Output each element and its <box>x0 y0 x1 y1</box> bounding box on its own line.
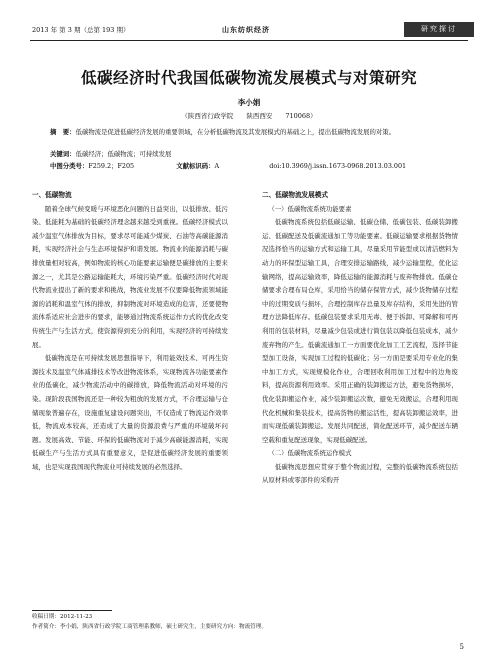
page-number: 5 <box>459 643 464 651</box>
author-affiliation: （陕西省行政学院 陕西西安 710068） <box>181 112 317 120</box>
clc-label: 中图分类号： <box>50 162 89 170</box>
section-tag: 研究探讨 <box>404 22 474 37</box>
abstract-label: 摘 要： <box>50 128 76 136</box>
classification-line <box>50 161 450 171</box>
abstract <box>50 127 450 137</box>
running-header <box>24 22 474 38</box>
section-heading-1: 一、低碳物流 <box>32 191 72 199</box>
paper-title: 低碳经济时代我国低碳物流发展模式与对策研究 <box>80 69 417 87</box>
section-heading-2: 二、低碳物流发展模式 <box>262 191 328 199</box>
journal-name: 山东纺织经济 <box>222 25 270 34</box>
keywords-label: 关键词： <box>50 150 76 158</box>
issue-info: 2013 年 第 3 期（总第 193 期） <box>32 26 130 34</box>
right-column <box>262 189 458 488</box>
doc-code-label: 文献标识码： <box>176 162 215 170</box>
header-rule <box>30 40 468 41</box>
left-column <box>32 189 228 474</box>
received-date: 收稿日期：2012-11-23 <box>32 614 93 620</box>
paragraph: 低碳物流系统包括低碳运输、低碳仓储、低碳包装、低碳装卸搬运、低碳配送及低碳流通加工等功能要素。低碳运输要求根据货物情况选择恰当的运输方式和运输工具，尽量采用节能型或以清洁燃料为动力的环保型运输工具，合理安排运输路线，减少运输里程，优化运输网络，提高运输效率，降低运输的能源消耗与废弃物排放。低碳仓储要求合理布局仓库，采用恰当的储存保管方式，减少货物储存过程中的过期变质与损坏，合理控制库存总量及库存结构，采用先进的管理方法降低库存。低碳包装要求采用无毒、便于拆卸、可降解和可再利用的包装材料，尽量减少包装或进行简包装以降低包装成本，减少废弃物的产生。低碳流通加工一方面要优化加工工艺流程，选择节能型加工设备，实现加工过程的低碳化；另一方面是要采用专业化的集中加工方式，实现规模化作业，合理回收利用加工过程中的边角废料，提高资源利用效率。采用正确的装卸搬运方法，避免货物损坏，优化装卸搬运作业，减少装卸搬运次数，避免无效搬运，合理利用现代化机械和集装技术，提高货物的搬运活性，提高装卸搬运效率，进而实现低碳装卸搬运。发展共同配送，简化配送环节，减少配送车辆空载和重复配送现象，实现低碳配送。 <box>262 218 458 444</box>
doc-code: A <box>214 162 220 170</box>
keywords <box>50 149 450 159</box>
footnote-rule <box>32 610 112 611</box>
keywords-text: 低碳经济；低碳物流；可持续发展 <box>75 150 172 158</box>
clc-code: F259.2；F205 <box>88 162 135 170</box>
author-name: 李小娟 <box>237 98 261 107</box>
subsection-heading-2: （二）低碳物流系统运作模式 <box>268 449 352 458</box>
paragraph: 低碳物流思想应贯穿于整个物流过程，完整的低碳物流系统包括从原材料或零部件的采购开 <box>262 462 458 485</box>
paragraph: 随着全球气候变暖与环境恶化问题的日益突出，以低排放、低污染、低能耗为基础的低碳经济理念越来越受到重视。低碳经济模式以减少温室气体排放为目标，要求尽可能减少煤炭、石油等高碳能源消耗，实现经济社会与生态环境保护和谐发展。物流业的能源消耗与碳排放量相对较高，例如物流的核心功能要素运输便是碳排放的主要来源之一，尤其是公路运输能耗大，环境污染严重。低碳经济时代对现代物流业提出了新的要求和挑战，物流业发展不仅要降低物流领域能源的消耗和温室气体的排放，抑制物流对环境造成的危害，还要使物流体系适应社会进步的要求，能够通过物流系统运作方式的优化改变传统生产与生活方式，使资源得到充分的利用，实现经济的可持续发展。 <box>32 204 228 349</box>
abstract-text: 低碳物流是促进低碳经济发展的重要领域，在分析低碳物流及其发展模式的基础之上，提出低碳物流发展的对策。 <box>75 128 396 136</box>
doi: doi:10.3969/j.issn.1673-0968.2013.03.001 <box>269 162 407 170</box>
paragraph: 低碳物流是在可持续发展思想指导下，利用能效技术、可再生资源技术及温室气体减排技术等改进物流体系，实现物流各功能要素作业的低碳化，减少物流活动中的碳排放，降低物流活动对环境的污染。现阶段我国物流还是一种较为粗放的发展方式，不合理运输与仓储现象普遍存在，设施重复建设问题突出，不仅造成了物流运作效率低，物流成本较高，还造成了大量的资源浪费与严重的环境破坏问题。发展高效、节能、环保的低碳物流对于减少高碳能源消耗，实现低碳生产与生活方式具有重要意义，是促进低碳经济发展的重要领域，也是实现我国现代物流业可持续发展的必然选择。 <box>32 354 228 471</box>
subsection-heading-1: （一）低碳物流系统功能要素 <box>268 204 352 213</box>
author-bio: 作者简介：李小娟，陕西省行政学院工商管理系教师，硕士研究生，主要研究方向：物流管理。 <box>32 624 267 630</box>
